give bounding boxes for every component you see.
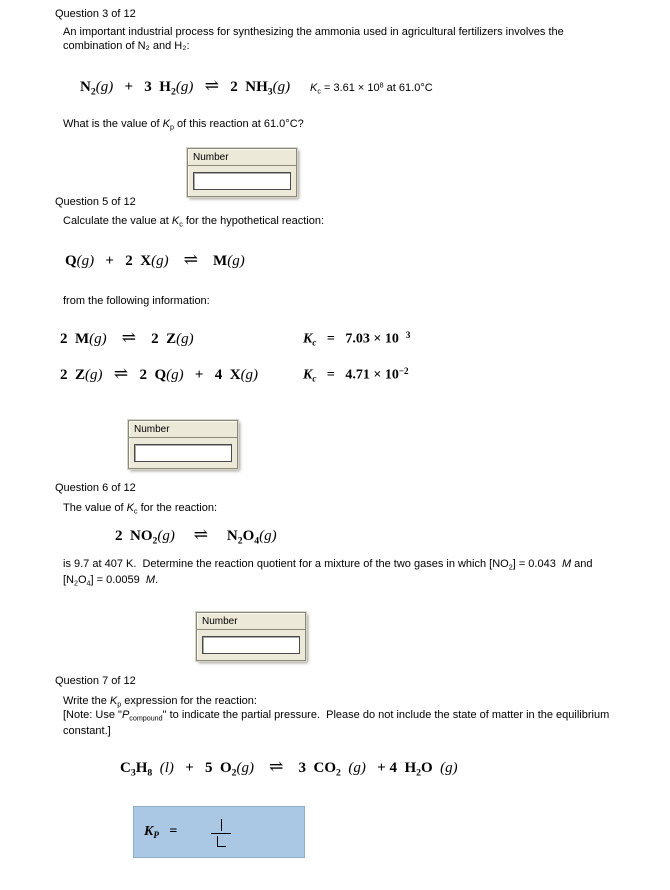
question-7-equation: $C_3H_8$ (l) + 5 $O_2(g)$ ⇌ 3 $CO_2$ (g) + 4 $H_2O$ (g) <box>120 757 458 779</box>
fraction-bar <box>211 833 231 834</box>
question-5-given2-kc: $K_c = 4.71 \times 10^{-2}$ <box>303 366 409 384</box>
answer-box-body <box>188 166 296 196</box>
text-cursor <box>221 819 222 831</box>
question-3-equation: $N_2(g) + 3$ $H_2(g)$ ⇌ 2 $NH_3(g)$ <box>80 76 291 98</box>
question-5-number-input[interactable] <box>134 444 232 462</box>
denominator-placeholder[interactable] <box>217 836 226 847</box>
kp-label: $K_P$ = <box>144 823 178 841</box>
answer-box-body <box>197 630 305 660</box>
answer-box-label: Number <box>129 421 237 438</box>
question-3-header: Question 3 of 12 <box>55 8 136 20</box>
question-6-body: is 9.7 at 407 K. Determine the reaction quotient for a mixture of the two gases in which $[NO_2] = 0.043$ M and $[N_2O_4] = 0.0059$ M. <box>63 558 596 588</box>
question-5-given1-equation: 2 M(g) ⇌ 2 Z(g) <box>60 328 194 347</box>
question-6-number-input[interactable] <box>202 636 300 654</box>
question-6-answer-box <box>196 612 306 661</box>
question-3-kc-value: $K_c = 3.61 \times 10^8$ at 61.0°C <box>310 81 433 96</box>
answer-box-label: Number <box>188 149 296 166</box>
question-5-equation: Q(g) + 2 X(g) ⇌ M(g) <box>65 250 245 269</box>
answer-box-label: Number <box>197 613 305 630</box>
question-5-answer-box <box>128 420 238 469</box>
question-5-header: Question 5 of 12 <box>55 196 136 208</box>
question-6-equation: 2 $NO_2(g)$ ⇌ $N_2O_4(g)$ <box>115 525 277 547</box>
question-5-mid-text: from the following information: <box>63 295 210 307</box>
question-3-intro: An important industrial process for synthesizing the ammonia used in agricultural fertilizers involves the combination of N₂ and H₂: <box>63 26 567 53</box>
question-5-given2-equation: 2 Z(g) ⇌ 2 Q(g) + 4 X(g) <box>60 364 259 383</box>
question-6-header: Question 6 of 12 <box>55 482 136 494</box>
question-5-given1-kc: $K_c = 7.03 \times 10$ $^3$ <box>303 330 411 348</box>
question-7-header: Question 7 of 12 <box>55 675 136 687</box>
answer-box-body <box>129 438 237 468</box>
question-3-number-input[interactable] <box>193 172 291 190</box>
question-7-prompt: Write the $K_p$ expression for the reaction: <box>63 695 257 709</box>
question-6-intro: The value of $K_c$ for the reaction: <box>63 502 218 516</box>
fraction-template[interactable] <box>211 819 231 847</box>
question-5-intro: Calculate the value at $K_c$ for the hypothetical reaction: <box>63 215 325 229</box>
question-7-note: [Note: Use "$P_{compound}$" to indicate the partial pressure. Please do not include the state of matter in the equilibrium constant.] <box>63 709 613 737</box>
question-3-prompt: What is the value of $K_p$ of this reaction at 61.0°C? <box>63 118 304 132</box>
question-3-answer-box <box>187 148 297 197</box>
question-7-expression-box[interactable] <box>133 806 305 858</box>
